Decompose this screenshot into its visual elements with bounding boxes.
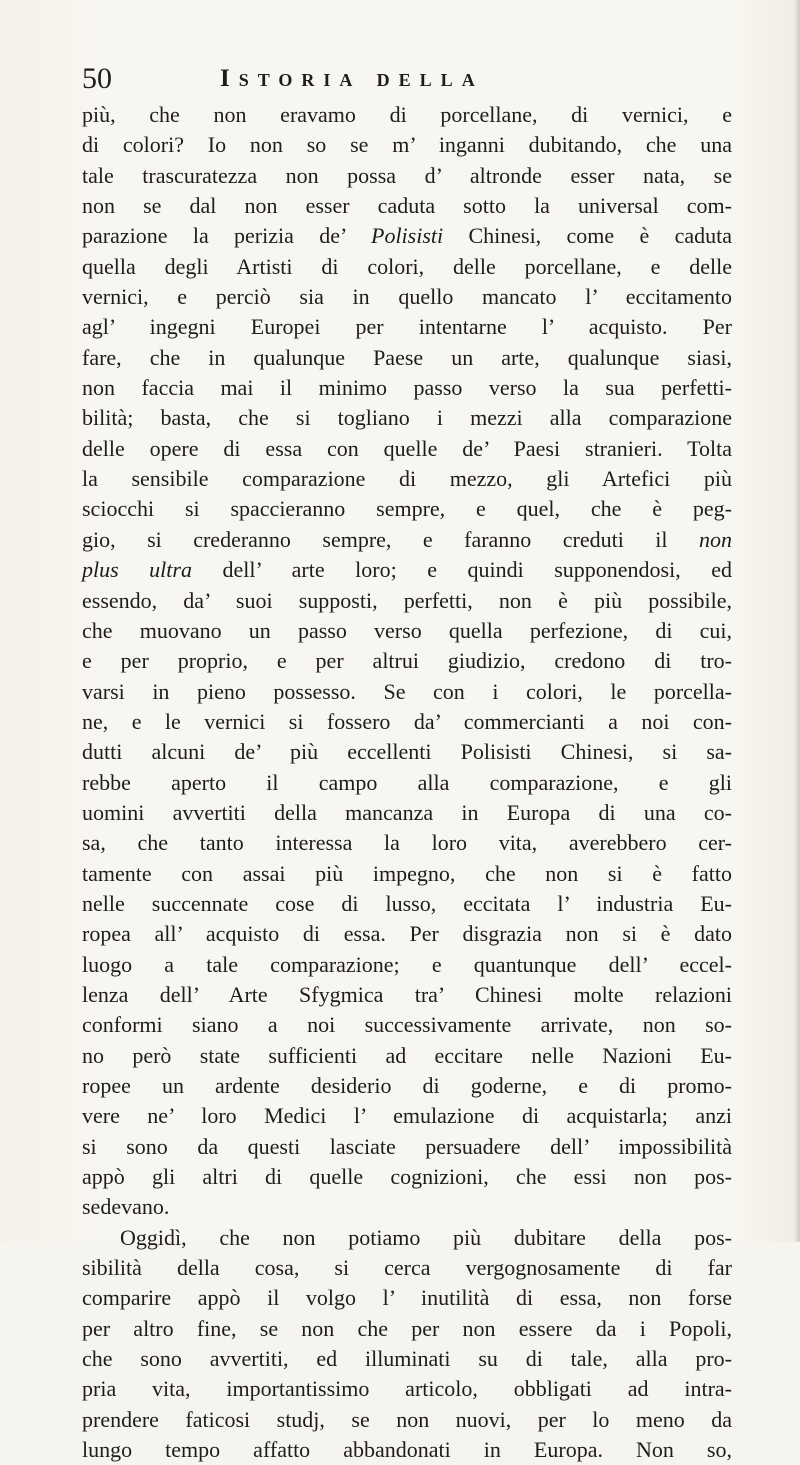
- text-line: di colori? Io non so se m’ inganni dubitando, che una: [82, 132, 732, 158]
- text-line: per altro fine, se non che per non essere da i Popoli,: [82, 1315, 732, 1341]
- text-line: prendere faticosi studj, se non nuovi, per lo meno da: [82, 1406, 732, 1432]
- text-line: comparire appò il volgo l’ inutilità di essa, non forse: [82, 1285, 732, 1311]
- text-line: lungo tempo affatto abbandonati in Europa. Non so,: [82, 1437, 732, 1463]
- text-line: vere ne’ loro Medici l’ emulazione di acquistarla; anzi: [82, 1103, 732, 1129]
- text-line: quella degli Artisti di colori, delle porcellane, e delle: [82, 253, 732, 279]
- text-line: rebbe aperto il campo alla comparazione, e gli: [82, 769, 732, 795]
- text-line: vernici, e perciò sia in quello mancato l’ eccitamento: [82, 284, 732, 310]
- text-line: tale trascuratezza non possa d’ altronde esser nata, se: [82, 162, 732, 188]
- text-line: fare, che in qualunque Paese un arte, qualunque siasi,: [82, 344, 732, 370]
- text-line: si sono da questi lasciate persuadere dell’ impossibilità: [82, 1133, 732, 1159]
- text-line: nelle succennate cose di lusso, eccitata l’ industria Eu-: [82, 890, 732, 916]
- text-line: che sono avvertiti, ed illuminati su di tale, alla pro-: [82, 1346, 732, 1372]
- text-line: plus ultra dell’ arte loro; e quindi supponendosi, ed: [82, 557, 732, 583]
- text-line: dutti alcuni de’ più eccellenti Polisisti Chinesi, si sa-: [82, 739, 732, 765]
- text-line: sedevano.: [82, 1194, 170, 1220]
- text-line: lenza dell’ Arte Sfygmica tra’ Chinesi molte relazioni: [82, 981, 732, 1007]
- text-line: non se dal non esser caduta sotto la universal com-: [82, 193, 732, 219]
- text-line: appò gli altri di quelle cognizioni, che essi non pos-: [82, 1164, 732, 1190]
- text-line: gio, si crederanno sempre, e faranno creduti il non: [82, 526, 732, 552]
- text-line: parazione la perizia de’ Polisisti Chinesi, come è caduta: [82, 223, 732, 249]
- text-line: tamente con assai più impegno, che non si è fatto: [82, 860, 732, 886]
- text-line: sa, che tanto interessa la loro vita, averebbero cer-: [82, 830, 732, 856]
- text-line: agl’ ingegni Europei per intentarne l’ acquisto. Per: [82, 314, 732, 340]
- page-number: 50: [82, 62, 112, 95]
- text-line: ne, e le vernici si fossero da’ commercianti a noi con-: [82, 708, 732, 734]
- text-line: essendo, da’ suoi supposti, perfetti, non è più possibile,: [82, 587, 732, 613]
- text-line: ropee un ardente desiderio di goderne, e di promo-: [82, 1073, 732, 1098]
- text-line: varsi in pieno possesso. Se con i colori, le porcella-: [82, 678, 732, 704]
- text-line: non faccia mai il minimo passo verso la sua perfetti-: [82, 375, 732, 401]
- text-line: e per proprio, e per altrui giudizio, credono di tro-: [82, 648, 732, 674]
- page-edge-shadow: [794, 0, 800, 1242]
- text-line: uomini avvertiti della mancanza in Europa di una co-: [82, 799, 732, 825]
- text-line: sciocchi si spaccieranno sempre, e quel, che è peg-: [82, 496, 732, 522]
- text-line: pria vita, importantissimo articolo, obbligati ad intra-: [82, 1376, 732, 1402]
- text-line: ropea all’ acquisto di essa. Per disgrazia non si è dato: [82, 921, 732, 947]
- body-text: [82, 100, 732, 1465]
- text-line: bilità; basta, che si togliano i mezzi alla comparazione: [82, 405, 732, 431]
- text-line: Oggidì, che non potiamo più dubitare della pos-: [120, 1224, 732, 1250]
- running-head: Istoria della: [220, 65, 484, 92]
- text-line: no però state sufficienti ad eccitare nelle Nazioni Eu-: [82, 1042, 732, 1068]
- text-line: luogo a tale comparazione; e quantunque dell’ eccel-: [82, 951, 732, 977]
- text-line: delle opere di essa con quelle de’ Paesi stranieri. Tolta: [82, 435, 732, 461]
- page-header: [82, 62, 732, 96]
- text-line: la sensibile comparazione di mezzo, gli Artefici più: [82, 466, 732, 492]
- text-line: che muovano un passo verso quella perfezione, di cui,: [82, 617, 732, 643]
- text-line: più, che non eravamo di porcellane, di vernici, e: [82, 102, 732, 127]
- text-line: conformi siano a noi successivamente arrivate, non so-: [82, 1012, 732, 1038]
- text-line: sibilità della cosa, si cerca vergognosamente di far: [82, 1255, 732, 1281]
